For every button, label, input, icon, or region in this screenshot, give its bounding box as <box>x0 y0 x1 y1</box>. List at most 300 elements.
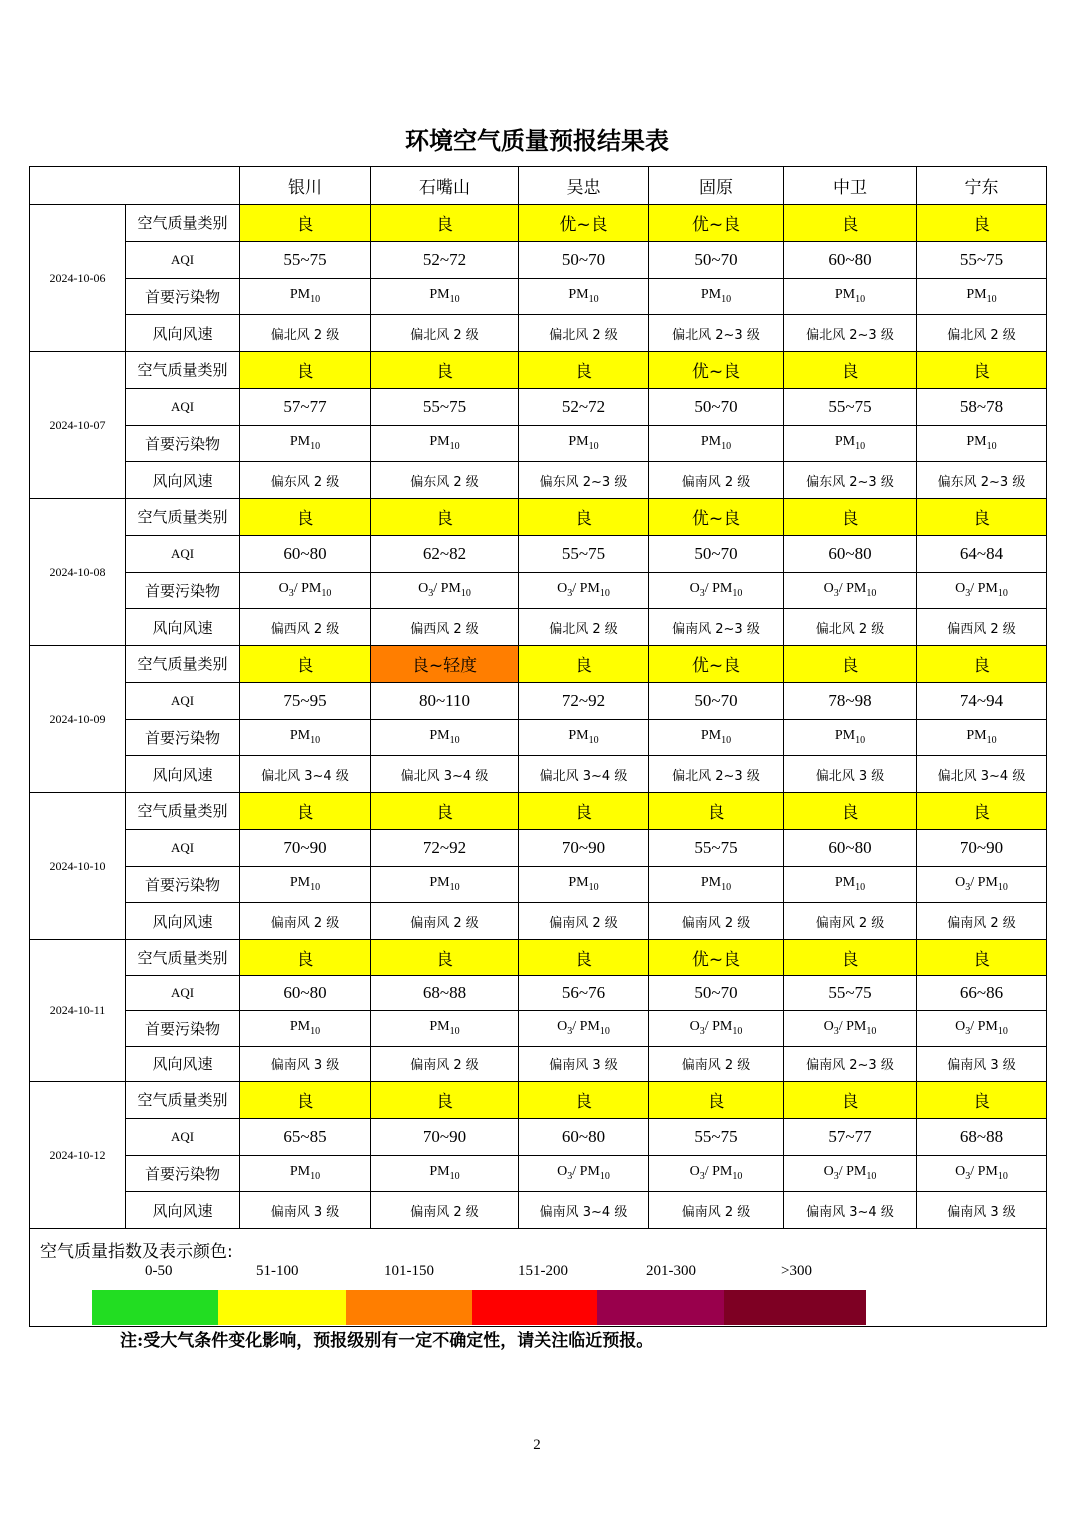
row-label-aqi: AQI <box>126 241 240 278</box>
forecast-row-aqi <box>30 241 1047 278</box>
aqi-cell: 50~70 <box>649 241 784 278</box>
forecast-row-wind <box>30 903 1047 940</box>
row-label-aqi: AQI <box>126 388 240 425</box>
aqi-cell: 72~92 <box>519 682 649 719</box>
pollutant-subscript: 10 <box>449 1026 460 1038</box>
row-label-category: 空气质量类别 <box>126 646 240 683</box>
pollutant-pm: PM <box>429 287 450 303</box>
forecast-row-category <box>30 1082 1047 1119</box>
pollutant-subscript: 10 <box>855 441 866 453</box>
row-label-aqi: AQI <box>126 1118 240 1155</box>
pollutant-pm: / PM <box>838 1019 867 1035</box>
row-label-wind: 风向风速 <box>126 1046 240 1082</box>
pollutant-subscript: 10 <box>721 441 732 453</box>
forecast-row-aqi <box>30 1118 1047 1155</box>
pollutant-pm: PM <box>568 287 589 303</box>
row-label-pollutant: 首要污染物 <box>126 1011 240 1047</box>
wind-cell: 偏南风 2 级 <box>371 1046 519 1082</box>
pollutant-cell <box>784 572 917 609</box>
category-cell: 良 <box>519 646 649 683</box>
pollutant-cell <box>784 1155 917 1192</box>
forecast-row-pollutant <box>30 278 1047 315</box>
pollutant-o3: $O_3$ <box>689 1019 705 1038</box>
city-header: 银川 <box>240 167 371 205</box>
wind-cell: 偏南风 2 级 <box>784 903 917 940</box>
pollutant-cell <box>649 719 784 756</box>
pollutant-subscript: 10 <box>310 1026 321 1038</box>
pollutant-cell <box>371 572 519 609</box>
wind-cell: 偏南风 3 级 <box>917 1046 1047 1082</box>
pollutant-cell <box>240 278 371 315</box>
pollutant-cell <box>917 278 1047 315</box>
pollutant-pm: PM <box>429 1019 450 1035</box>
wind-cell: 偏南风 3 级 <box>519 1046 649 1082</box>
pollutant-subscript: 10 <box>732 1171 743 1183</box>
row-label-aqi: AQI <box>126 535 240 572</box>
wind-cell: 偏北风 2 级 <box>519 315 649 352</box>
pollutant-pm: / PM <box>572 581 600 597</box>
pollutant-cell <box>371 719 519 756</box>
pollutant-o3: $O_3$ <box>689 1164 705 1183</box>
row-label-wind: 风向风速 <box>126 1192 240 1229</box>
wind-cell: 偏北风 2~3 级 <box>784 315 917 352</box>
pollutant-subscript: 10 <box>321 588 332 600</box>
pollutant-pm: / PM <box>704 1019 733 1035</box>
pollutant-subscript: 10 <box>866 1026 877 1038</box>
pollutant-cell <box>519 1011 649 1047</box>
wind-cell: 偏南风 2~3 级 <box>649 609 784 646</box>
aqi-cell: 55~75 <box>240 241 371 278</box>
legend-range-label: 0-50 <box>145 1263 173 1279</box>
pollutant-pm: / PM <box>572 1164 600 1180</box>
row-label-category: 空气质量类别 <box>126 205 240 242</box>
wind-cell: 偏东风 2 级 <box>240 462 371 499</box>
legend-range-label: >300 <box>781 1263 812 1279</box>
row-label-wind: 风向风速 <box>126 609 240 646</box>
pollutant-subscript: 10 <box>997 588 1008 600</box>
aqi-cell: 55~75 <box>917 241 1047 278</box>
aqi-cell: 52~72 <box>519 388 649 425</box>
pollutant-pm: PM <box>429 875 450 891</box>
date-cell: 2024-10-12 <box>30 1082 126 1229</box>
aqi-cell: 57~77 <box>784 1118 917 1155</box>
pollutant-cell <box>240 719 371 756</box>
row-label-category: 空气质量类别 <box>126 352 240 389</box>
pollutant-o3: $O_3$ <box>823 581 839 600</box>
wind-cell: 偏东风 2 级 <box>371 462 519 499</box>
row-label-wind: 风向风速 <box>126 315 240 352</box>
forecast-row-pollutant <box>30 1011 1047 1047</box>
category-cell: 优~良 <box>649 499 784 536</box>
category-cell: 良 <box>784 1082 917 1119</box>
pollutant-subscript: 10 <box>986 735 997 747</box>
forecast-note: 注:受大气条件变化影响，预报级别有一定不确定性，请关注临近预报。 <box>120 1331 654 1351</box>
pollutant-pm: PM <box>966 287 987 303</box>
pollutant-subscript: 10 <box>997 1026 1008 1038</box>
wind-cell: 偏南风 2 级 <box>519 903 649 940</box>
city-header: 固原 <box>649 167 784 205</box>
wind-cell: 偏西风 2 级 <box>371 609 519 646</box>
pollutant-subscript: 10 <box>986 441 997 453</box>
pollutant-pm: / PM <box>970 1164 998 1180</box>
legend-color-swatch <box>218 1290 346 1325</box>
aqi-cell: 70~90 <box>519 829 649 866</box>
pollutant-subscript: 10 <box>721 294 732 306</box>
pollutant-pm: / PM <box>838 1164 867 1180</box>
aqi-cell: 66~86 <box>917 975 1047 1011</box>
legend-range-label: 151-200 <box>518 1263 568 1279</box>
pollutant-pm: PM <box>700 728 722 744</box>
pollutant-pm: PM <box>289 728 311 744</box>
wind-cell: 偏北风 2~3 级 <box>649 315 784 352</box>
date-cell: 2024-10-11 <box>30 940 126 1082</box>
date-cell: 2024-10-09 <box>30 646 126 793</box>
aqi-cell: 60~80 <box>784 535 917 572</box>
pollutant-subscript: 10 <box>997 1171 1008 1183</box>
row-label-category: 空气质量类别 <box>126 499 240 536</box>
aqi-cell: 57~77 <box>240 388 371 425</box>
category-cell: 良 <box>371 352 519 389</box>
pollutant-pm: / PM <box>970 1019 998 1035</box>
row-label-pollutant: 首要污染物 <box>126 1155 240 1192</box>
pollutant-cell <box>784 425 917 462</box>
pollutant-cell <box>519 1155 649 1192</box>
forecast-row-wind <box>30 1192 1047 1229</box>
row-label-category: 空气质量类别 <box>126 1082 240 1119</box>
forecast-row-category <box>30 205 1047 242</box>
pollutant-subscript: 10 <box>855 294 866 306</box>
aqi-cell: 70~90 <box>917 829 1047 866</box>
aqi-cell: 68~88 <box>371 975 519 1011</box>
category-cell: 良 <box>784 499 917 536</box>
category-cell: 优~良 <box>649 205 784 242</box>
aqi-cell: 50~70 <box>649 535 784 572</box>
category-cell: 良 <box>784 646 917 683</box>
pollutant-o3: $O_3$ <box>557 581 573 600</box>
header-corner <box>30 167 240 205</box>
wind-cell: 偏西风 2 级 <box>240 609 371 646</box>
pollutant-pm: PM <box>568 875 589 891</box>
pollutant-cell <box>371 425 519 462</box>
pollutant-cell <box>240 1155 371 1192</box>
forecast-row-category <box>30 352 1047 389</box>
aqi-cell: 56~76 <box>519 975 649 1011</box>
category-cell: 良 <box>240 646 371 683</box>
category-cell: 良 <box>784 793 917 830</box>
wind-cell: 偏南风 2~3 级 <box>784 1046 917 1082</box>
aqi-cell: 60~80 <box>784 241 917 278</box>
wind-cell: 偏北风 3~4 级 <box>519 756 649 793</box>
pollutant-pm: PM <box>834 875 856 891</box>
forecast-row-aqi <box>30 535 1047 572</box>
city-header: 宁东 <box>917 167 1047 205</box>
pollutant-subscript: 10 <box>310 294 321 306</box>
wind-cell: 偏北风 2 级 <box>917 315 1047 352</box>
aqi-cell: 64~84 <box>917 535 1047 572</box>
pollutant-o3: $O_3$ <box>823 1019 839 1038</box>
pollutant-cell <box>240 572 371 609</box>
category-cell: 良 <box>784 205 917 242</box>
row-label-aqi: AQI <box>126 682 240 719</box>
category-cell: 优~良 <box>649 352 784 389</box>
city-header: 石嘴山 <box>371 167 519 205</box>
legend-color-swatch <box>92 1290 218 1325</box>
pollutant-cell <box>371 278 519 315</box>
wind-cell: 偏东风 2~3 级 <box>519 462 649 499</box>
pollutant-subscript: 10 <box>721 735 732 747</box>
pollutant-subscript: 10 <box>721 882 732 894</box>
category-cell: 良 <box>917 205 1047 242</box>
forecast-row-wind <box>30 756 1047 793</box>
pollutant-subscript: 10 <box>310 882 321 894</box>
pollutant-subscript: 10 <box>460 588 471 600</box>
pollutant-subscript: 10 <box>310 1171 321 1183</box>
forecast-row-pollutant <box>30 572 1047 609</box>
pollutant-pm: PM <box>834 434 856 450</box>
category-cell: 良 <box>519 499 649 536</box>
pollutant-subscript: 10 <box>866 1171 877 1183</box>
category-cell: 良 <box>240 793 371 830</box>
aqi-cell: 72~92 <box>371 829 519 866</box>
pollutant-cell <box>649 866 784 903</box>
pollutant-pm: PM <box>834 287 856 303</box>
pollutant-cell <box>519 425 649 462</box>
pollutant-o3: $O_3$ <box>823 1164 839 1183</box>
category-cell: 良 <box>917 499 1047 536</box>
pollutant-pm: / PM <box>838 581 867 597</box>
legend-cell <box>30 1229 1047 1327</box>
pollutant-cell <box>649 425 784 462</box>
pollutant-o3: $O_3$ <box>278 581 294 600</box>
pollutant-subscript: 10 <box>449 294 460 306</box>
pollutant-subscript: 10 <box>732 588 743 600</box>
pollutant-subscript: 10 <box>449 441 460 453</box>
pollutant-subscript: 10 <box>986 294 997 306</box>
aqi-cell: 62~82 <box>371 535 519 572</box>
pollutant-pm: PM <box>568 434 589 450</box>
pollutant-cell <box>649 572 784 609</box>
forecast-row-wind <box>30 315 1047 352</box>
pollutant-subscript: 10 <box>599 1026 610 1038</box>
aqi-cell: 55~75 <box>371 388 519 425</box>
pollutant-pm: / PM <box>704 1164 733 1180</box>
category-cell: 优~良 <box>649 646 784 683</box>
row-label-wind: 风向风速 <box>126 903 240 940</box>
row-label-pollutant: 首要污染物 <box>126 278 240 315</box>
legend-row <box>30 1229 1047 1327</box>
wind-cell: 偏北风 2 级 <box>519 609 649 646</box>
forecast-row-aqi <box>30 975 1047 1011</box>
wind-cell: 偏南风 3 级 <box>917 1192 1047 1229</box>
pollutant-pm: / PM <box>704 581 733 597</box>
wind-cell: 偏北风 3 级 <box>784 756 917 793</box>
pollutant-pm: PM <box>700 287 722 303</box>
pollutant-subscript: 10 <box>599 1171 610 1183</box>
legend-color-swatch <box>472 1290 597 1325</box>
pollutant-o3: $O_3$ <box>418 581 434 600</box>
pollutant-pm: PM <box>289 1164 311 1180</box>
pollutant-subscript: 10 <box>997 882 1008 894</box>
wind-cell: 偏南风 2 级 <box>917 903 1047 940</box>
pollutant-subscript: 10 <box>732 1026 743 1038</box>
aqi-cell: 70~90 <box>240 829 371 866</box>
pollutant-cell <box>519 278 649 315</box>
pollutant-cell <box>784 719 917 756</box>
wind-cell: 偏北风 2 级 <box>784 609 917 646</box>
pollutant-cell <box>371 1011 519 1047</box>
category-cell: 良 <box>240 352 371 389</box>
pollutant-cell <box>917 572 1047 609</box>
category-cell: 良 <box>519 940 649 976</box>
forecast-table <box>29 166 1047 1327</box>
pollutant-pm: PM <box>429 1164 450 1180</box>
pollutant-cell <box>519 719 649 756</box>
date-cell: 2024-10-08 <box>30 499 126 646</box>
wind-cell: 偏南风 2 级 <box>371 1192 519 1229</box>
category-cell: 优~良 <box>519 205 649 242</box>
pollutant-pm: / PM <box>293 581 322 597</box>
pollutant-subscript: 10 <box>449 1171 460 1183</box>
category-cell: 良 <box>240 205 371 242</box>
wind-cell: 偏南风 2 级 <box>649 1046 784 1082</box>
forecast-row-pollutant <box>30 425 1047 462</box>
category-cell: 良 <box>240 940 371 976</box>
aqi-cell: 50~70 <box>649 682 784 719</box>
wind-cell: 偏南风 3~4 级 <box>519 1192 649 1229</box>
pollutant-cell <box>917 1011 1047 1047</box>
pollutant-subscript: 10 <box>599 588 610 600</box>
aqi-cell: 55~75 <box>784 388 917 425</box>
pollutant-o3: $O_3$ <box>689 581 705 600</box>
wind-cell: 偏北风 2 级 <box>240 315 371 352</box>
pollutant-cell <box>917 866 1047 903</box>
category-cell: 良 <box>240 499 371 536</box>
wind-cell: 偏南风 3~4 级 <box>784 1192 917 1229</box>
pollutant-cell <box>784 278 917 315</box>
forecast-row-pollutant <box>30 719 1047 756</box>
pollutant-pm: PM <box>700 875 722 891</box>
wind-cell: 偏东风 2~3 级 <box>917 462 1047 499</box>
aqi-cell: 50~70 <box>519 241 649 278</box>
aqi-cell: 80~110 <box>371 682 519 719</box>
pollutant-subscript: 10 <box>449 882 460 894</box>
aqi-cell: 60~80 <box>784 829 917 866</box>
aqi-cell: 74~94 <box>917 682 1047 719</box>
row-label-pollutant: 首要污染物 <box>126 425 240 462</box>
aqi-cell: 70~90 <box>371 1118 519 1155</box>
pollutant-cell <box>240 866 371 903</box>
pollutant-subscript: 10 <box>310 735 321 747</box>
legend-range-label: 101-150 <box>384 1263 434 1279</box>
pollutant-subscript: 10 <box>588 882 599 894</box>
category-cell: 良 <box>371 793 519 830</box>
row-label-aqi: AQI <box>126 975 240 1011</box>
legend-color-swatch <box>597 1290 724 1325</box>
pollutant-subscript: 10 <box>855 735 866 747</box>
date-cell: 2024-10-06 <box>30 205 126 352</box>
pollutant-cell <box>649 1011 784 1047</box>
pollutant-o3: $O_3$ <box>955 1164 971 1183</box>
category-cell: 良 <box>649 793 784 830</box>
legend-color-swatch <box>724 1290 866 1325</box>
city-header: 吴忠 <box>519 167 649 205</box>
pollutant-pm: PM <box>966 434 987 450</box>
wind-cell: 偏西风 2 级 <box>917 609 1047 646</box>
wind-cell: 偏北风 2 级 <box>371 315 519 352</box>
date-cell: 2024-10-07 <box>30 352 126 499</box>
forecast-row-category <box>30 646 1047 683</box>
row-label-category: 空气质量类别 <box>126 940 240 976</box>
category-cell: 良 <box>784 352 917 389</box>
category-cell: 良 <box>917 646 1047 683</box>
forecast-row-category <box>30 793 1047 830</box>
pollutant-cell <box>649 1155 784 1192</box>
category-cell: 良 <box>917 793 1047 830</box>
legend-color-swatch <box>346 1290 472 1325</box>
aqi-cell: 60~80 <box>240 535 371 572</box>
pollutant-o3: $O_3$ <box>955 875 971 894</box>
wind-cell: 偏南风 2 级 <box>649 1192 784 1229</box>
wind-cell: 偏南风 2 级 <box>649 462 784 499</box>
pollutant-subscript: 10 <box>866 588 877 600</box>
forecast-row-category <box>30 499 1047 536</box>
forecast-row-aqi <box>30 829 1047 866</box>
wind-cell: 偏北风 3~4 级 <box>917 756 1047 793</box>
forecast-row-wind <box>30 1046 1047 1082</box>
wind-cell: 偏南风 3 级 <box>240 1046 371 1082</box>
category-cell: 良 <box>519 352 649 389</box>
forecast-row-wind <box>30 609 1047 646</box>
pollutant-subscript: 10 <box>310 441 321 453</box>
category-cell: 良 <box>917 352 1047 389</box>
pollutant-pm: / PM <box>433 581 461 597</box>
pollutant-pm: PM <box>429 434 450 450</box>
aqi-cell: 60~80 <box>519 1118 649 1155</box>
wind-cell: 偏南风 2 级 <box>240 903 371 940</box>
category-cell: 良 <box>519 1082 649 1119</box>
category-cell: 优~良 <box>649 940 784 976</box>
pollutant-o3: $O_3$ <box>955 581 971 600</box>
city-header: 中卫 <box>784 167 917 205</box>
pollutant-pm: PM <box>966 728 987 744</box>
forecast-row-aqi <box>30 388 1047 425</box>
pollutant-pm: PM <box>568 728 589 744</box>
aqi-cell: 55~75 <box>519 535 649 572</box>
category-cell: 良 <box>519 793 649 830</box>
aqi-cell: 50~70 <box>649 388 784 425</box>
legend-range-label: 201-300 <box>646 1263 696 1279</box>
pollutant-pm: / PM <box>970 581 998 597</box>
forecast-row-pollutant <box>30 866 1047 903</box>
pollutant-cell <box>649 278 784 315</box>
wind-cell: 偏北风 2~3 级 <box>649 756 784 793</box>
pollutant-cell <box>917 719 1047 756</box>
wind-cell: 偏南风 2 级 <box>371 903 519 940</box>
pollutant-pm: / PM <box>970 875 998 891</box>
row-label-pollutant: 首要污染物 <box>126 572 240 609</box>
pollutant-cell <box>519 866 649 903</box>
page-number: 2 <box>533 1437 541 1453</box>
pollutant-cell <box>371 866 519 903</box>
pollutant-subscript: 10 <box>855 882 866 894</box>
aqi-cell: 52~72 <box>371 241 519 278</box>
legend-range-label: 51-100 <box>256 1263 299 1279</box>
pollutant-o3: $O_3$ <box>557 1019 573 1038</box>
pollutant-subscript: 10 <box>449 735 460 747</box>
wind-cell: 偏北风 3~4 级 <box>240 756 371 793</box>
wind-cell: 偏北风 3~4 级 <box>371 756 519 793</box>
aqi-cell: 75~95 <box>240 682 371 719</box>
